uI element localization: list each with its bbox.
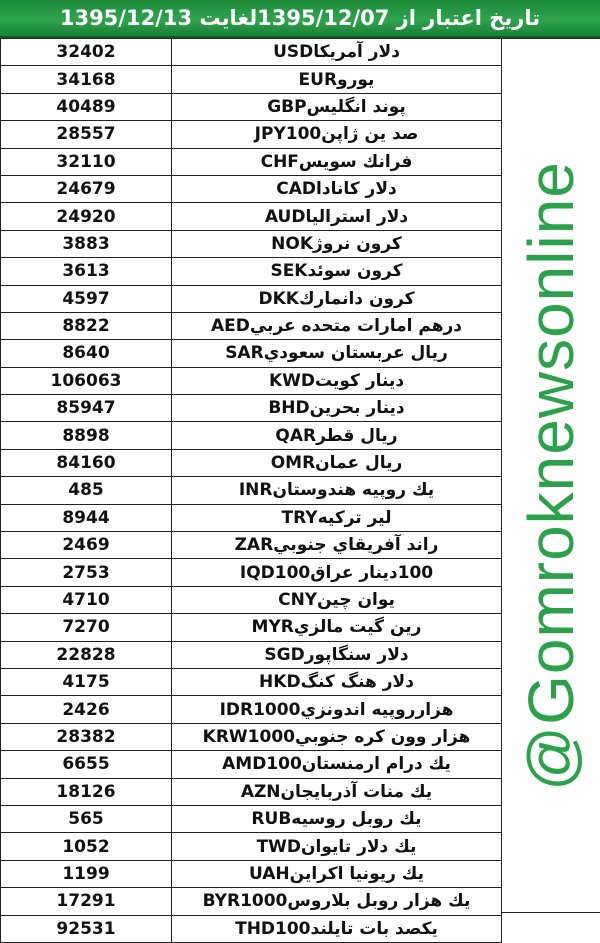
currency-name: دلار آمریکاUSD [172,39,502,66]
currency-name: دينار كويتKWD [172,367,502,394]
currency-name: يكصد بات تايلندTHD100 [172,915,502,942]
validity-date-title: تاریخ اعتبار از 1395/12/07لغایت 1395/12/13 [59,6,541,30]
rate-row [1,449,502,476]
gomroknewsonline-watermark: @Gomroknewsonline [515,160,587,791]
rate-value: 106063 [1,367,172,394]
rate-row [1,148,502,175]
rate-value: 28557 [1,121,172,148]
rate-row [1,175,502,202]
validity-date-header [0,0,600,38]
currency-name: دينار بحرينBHD [172,395,502,422]
rate-value: 22828 [1,641,172,668]
rate-row [1,504,502,531]
rate-row [1,915,502,942]
rate-row [1,559,502,586]
rate-value: 92531 [1,915,172,942]
rate-value: 40489 [1,93,172,120]
rate-row [1,340,502,367]
rate-row [1,888,502,915]
rate-value: 32402 [1,39,172,66]
rate-value: 3883 [1,230,172,257]
rate-row [1,477,502,504]
rate-row [1,532,502,559]
rate-row [1,312,502,339]
currency-name: يك درام ارمنستانAMD100 [172,751,502,778]
rate-row [1,696,502,723]
currency-name: كرون دانماركDKK [172,285,502,312]
currency-name: هزار وون كره جنوبيKRW1000 [172,723,502,750]
currency-name: دلار کاناداCAD [172,175,502,202]
rate-value: 8640 [1,340,172,367]
rate-value: 4710 [1,586,172,613]
rate-value: 8944 [1,504,172,531]
currency-name: فرانك سويسCHF [172,148,502,175]
rate-value: 2753 [1,559,172,586]
rate-row [1,641,502,668]
rate-value: 8898 [1,422,172,449]
rate-row [1,586,502,613]
rate-row [1,723,502,750]
watermark-panel [502,38,600,913]
currency-name: يوان چينCNY [172,586,502,613]
rate-row [1,751,502,778]
currency-name: هزارروپيه اندونزيIDR1000 [172,696,502,723]
rate-row [1,422,502,449]
rate-row [1,860,502,887]
exchange-rate-table [0,38,502,943]
rate-row [1,258,502,285]
exchange-rate-table-body [1,39,502,943]
rate-row [1,121,502,148]
currency-name: يك ريونيا اكراينUAH [172,860,502,887]
currency-name: ريال عمانOMR [172,449,502,476]
rate-value: 485 [1,477,172,504]
currency-name: دلار استرالياAUD [172,203,502,230]
rate-row [1,395,502,422]
currency-name: راند آفريقاي جنوبيZAR [172,532,502,559]
rate-row [1,66,502,93]
rate-row [1,668,502,695]
rate-value: 4597 [1,285,172,312]
rate-value: 1052 [1,833,172,860]
rate-value: 1199 [1,860,172,887]
rate-row [1,39,502,66]
currency-name: يك منات آذربايجانAZN [172,778,502,805]
currency-name: ريال قطرQAR [172,422,502,449]
currency-name: يك هزار روبل بلاروسBYR1000 [172,888,502,915]
currency-name: يك دلار تايوانTWD [172,833,502,860]
rate-value: 2426 [1,696,172,723]
rate-row [1,230,502,257]
rate-value: 24920 [1,203,172,230]
rate-row [1,367,502,394]
rate-value: 24679 [1,175,172,202]
currency-name: پوند انگلیسGBP [172,93,502,120]
rate-value: 32110 [1,148,172,175]
rate-value: 18126 [1,778,172,805]
currency-name: لير تركيهTRY [172,504,502,531]
rate-value: 565 [1,805,172,832]
rate-value: 28382 [1,723,172,750]
currency-name: رين گيت مالزيMYR [172,614,502,641]
rate-value: 4175 [1,668,172,695]
rate-row [1,833,502,860]
currency-name: یوروEUR [172,66,502,93]
rate-row [1,778,502,805]
currency-name: كرون سوئدSEK [172,258,502,285]
currency-name: درهم امارات متحده عربيAED [172,312,502,339]
rate-row [1,93,502,120]
currency-name: 100دينار عراقIQD100 [172,559,502,586]
rate-row [1,614,502,641]
rate-value: 3613 [1,258,172,285]
rate-row [1,203,502,230]
rate-value: 7270 [1,614,172,641]
rate-row [1,805,502,832]
currency-name: يك روبل روسيهRUB [172,805,502,832]
currency-name: كرون نروژNOK [172,230,502,257]
rate-value: 84160 [1,449,172,476]
rate-value: 2469 [1,532,172,559]
rate-value: 6655 [1,751,172,778]
currency-name: ريال عربستان سعوديSAR [172,340,502,367]
currency-name: دلار هنگ كنگHKD [172,668,502,695]
currency-name: دلار سنگاپورSGD [172,641,502,668]
rate-value: 8822 [1,312,172,339]
rate-value: 34168 [1,66,172,93]
rate-value: 85947 [1,395,172,422]
currency-name: يك روپيه هندوستانINR [172,477,502,504]
rate-row [1,285,502,312]
rate-value: 17291 [1,888,172,915]
currency-name: صد ین ژاپنJPY100 [172,121,502,148]
